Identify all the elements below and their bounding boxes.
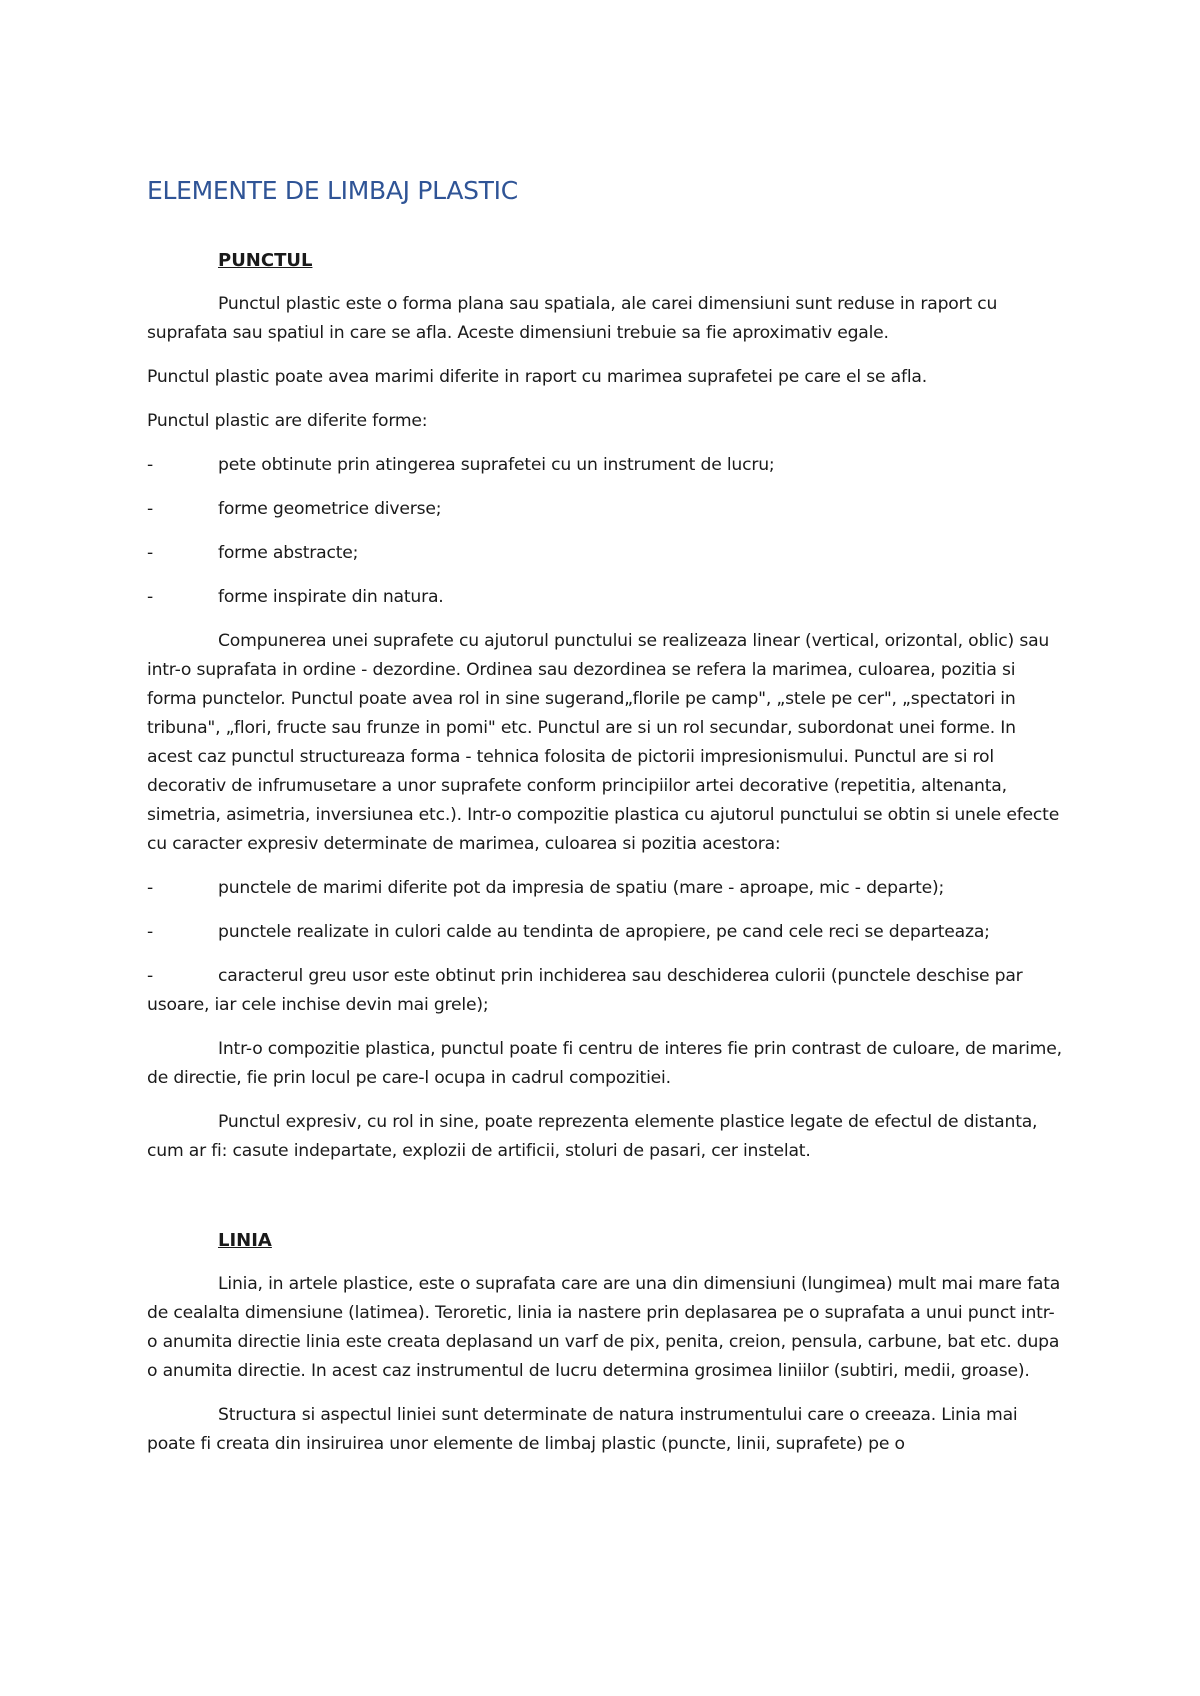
list-dash: -	[147, 878, 154, 898]
list-item	[147, 962, 1063, 1020]
list-item	[147, 918, 1063, 947]
list-dash: -	[147, 455, 154, 475]
paragraph: Punctul plastic are diferite forme:	[147, 411, 428, 431]
list-item	[147, 451, 1063, 480]
section-punctul	[147, 246, 1063, 1166]
paragraph: Punctul plastic este o forma plana sau spatiala, ale carei dimensiuni sunt reduse in raport cu suprafata sau spatiul in care se afla. Aceste dimensiuni trebuie sa fie aproximativ egale.	[147, 294, 998, 343]
section-heading-linia: LINIA	[218, 1230, 272, 1251]
list-dash: -	[147, 499, 154, 519]
section-heading-punctul: PUNCTUL	[218, 250, 313, 271]
list-dash: -	[147, 587, 154, 607]
list-item	[147, 583, 1063, 612]
paragraph: Punctul expresiv, cu rol in sine, poate reprezenta elemente plastice legate de efectul de distanta, cum ar fi: casute indepartate, explozii de artificii, stoluri de pasari, cer instelat.	[147, 1112, 1038, 1161]
list-item	[147, 539, 1063, 568]
list-dash: -	[147, 922, 154, 942]
paragraph: Structura si aspectul liniei sunt determinate de natura instrumentului care o creeaza. Linia mai poate fi creata din insiruirea unor elemente de limbaj plastic (puncte, linii, suprafete) pe o	[147, 1405, 1018, 1454]
paragraph: Punctul plastic poate avea marimi diferite in raport cu marimea suprafetei pe care el se afla.	[147, 367, 928, 387]
list-item-text: punctele realizate in culori calde au tendinta de apropiere, pe cand cele reci se departeaza;	[218, 922, 990, 942]
paragraph: Linia, in artele plastice, este o suprafata care are una din dimensiuni (lungimea) mult mai mare fata de cealalta dimensiune (latimea). Teroretic, linia ia nastere prin deplasarea pe o suprafata a unui punct intr-o anumita directie linia este creata deplasand un varf de pix, penita, creion, pensula, carbune, bat etc. dupa o anumita directie. In acest caz instrumentul de lucru determina grosimea liniilor (subtiri, medii, groase).	[147, 1274, 1061, 1381]
list-item-text: punctele de marimi diferite pot da impresia de spatiu (mare - aproape, mic - departe);	[218, 878, 945, 898]
list-dash: -	[147, 543, 154, 563]
document-title: ELEMENTE DE LIMBAJ PLASTIC	[147, 176, 518, 205]
section-linia	[147, 1226, 1063, 1459]
list-item-text: pete obtinute prin atingerea suprafetei cu un instrument de lucru;	[218, 455, 775, 475]
paragraph: Compunerea unei suprafete cu ajutorul punctului se realizeaza linear (vertical, orizontal, oblic) sau intr-o suprafata in ordine - dezordine. Ordinea sau dezordinea se refera la marimea, culoarea, pozitia si forma punctelor. Punctul poate avea rol in sine sugerand„florile pe camp", „stele pe cer", „spectatori in tribuna", „flori, fructe sau frunze in pomi" etc. Punctul are si un rol secundar, subordonat unei forme. In acest caz punctul structureaza forma - tehnica folosita de pictorii impresionismului. Punctul are si rol decorativ de infrumusetare a unor suprafete conform principiilor artei decorative (repetitia, altenanta, simetria, asimetria, inversiunea etc.). Intr-o compozitie plastica cu ajutorul punctului se obtin si unele efecte cu caracter expresiv determinate de marimea, culoarea si pozitia acestora:	[147, 631, 1060, 854]
list-item-text: caracterul greu usor este obtinut prin inchiderea sau deschiderea culorii (punctele deschise par usoare, iar cele inchise devin mai grele);	[147, 966, 1023, 1015]
list-dash: -	[147, 966, 154, 986]
paragraph: Intr-o compozitie plastica, punctul poate fi centru de interes fie prin contrast de culoare, de marime, de directie, fie prin locul pe care-l ocupa in cadrul compozitiei.	[147, 1039, 1062, 1088]
list-item	[147, 495, 1063, 524]
list-item-text: forme inspirate din natura.	[218, 587, 444, 607]
list-item-text: forme geometrice diverse;	[218, 499, 442, 519]
document-page	[147, 168, 1063, 1459]
list-item-text: forme abstracte;	[218, 543, 359, 563]
list-item	[147, 874, 1063, 903]
